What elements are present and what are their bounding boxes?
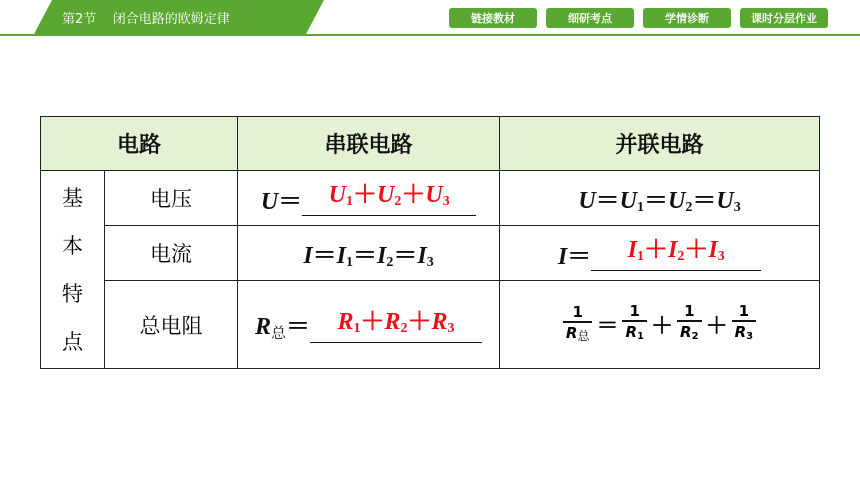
formula-symbol: I	[668, 236, 678, 263]
formula-symbol: 3	[442, 193, 450, 209]
row-label-voltage: 电压	[105, 171, 238, 226]
formula-symbol: I	[303, 243, 313, 269]
side-char: 点	[62, 329, 83, 354]
fraction	[622, 302, 647, 347]
formula-symbol: ＝	[286, 314, 311, 340]
formula-symbol: ＝	[353, 243, 377, 269]
formula-symbol: I	[557, 243, 568, 270]
side-char: 特	[62, 281, 83, 306]
header-circuit: 电路	[41, 117, 238, 171]
fraction-numerator: 1	[684, 302, 695, 321]
row-label-resistance: 总电阻	[105, 281, 238, 369]
answer-blank	[302, 182, 476, 216]
table-row-voltage	[41, 171, 820, 226]
formula-symbol: I	[417, 243, 427, 269]
header-bar	[0, 0, 860, 36]
formula-symbol: U	[425, 181, 443, 208]
formula-symbol: 2	[394, 193, 402, 209]
formula-symbol: 总	[577, 328, 590, 343]
fraction-denominator	[677, 322, 702, 347]
formula-symbol: 2	[677, 248, 685, 264]
parallel-resistance-cell	[500, 281, 820, 369]
plus-sign: ＋	[705, 313, 728, 338]
series-resistance-formula	[254, 309, 482, 342]
answer-blank	[310, 309, 482, 343]
formula-symbol: ＝	[278, 188, 303, 215]
formula-symbol: R	[680, 322, 692, 341]
formula-symbol: 1	[637, 248, 644, 264]
parallel-voltage-cell	[500, 171, 820, 226]
parallel-voltage-formula	[578, 188, 740, 214]
formula-symbol: ＋	[644, 236, 668, 263]
formula-symbol: 2	[691, 330, 699, 342]
formula-symbol: U	[668, 188, 686, 214]
formula-symbol: ＝	[692, 188, 717, 214]
formula-symbol: ＋	[353, 181, 377, 208]
formula-symbol: U	[377, 181, 395, 208]
formula-symbol: ＋	[401, 181, 426, 208]
header-parallel: 并联电路	[500, 117, 820, 171]
formula-symbol: U	[619, 188, 637, 214]
formula-symbol: 3	[426, 255, 434, 270]
formula-symbol: 总	[271, 324, 287, 342]
formula-symbol: R	[337, 309, 354, 335]
series-resistance-cell	[238, 281, 500, 369]
formula-symbol: R	[384, 309, 401, 335]
series-voltage-formula	[260, 181, 476, 215]
nav-button-key-points[interactable]: 细研考点	[546, 8, 634, 28]
side-char: 基	[62, 185, 83, 210]
formula-symbol: I	[336, 243, 346, 269]
formula-symbol: R	[431, 309, 448, 335]
fraction-numerator: 1	[738, 302, 750, 321]
formula-symbol: 3	[733, 200, 741, 215]
formula-symbol: I	[627, 236, 637, 263]
formula-symbol: 1	[353, 321, 361, 336]
formula-symbol: ＝	[595, 188, 620, 214]
table-row-current	[41, 226, 820, 281]
formula-symbol: U	[578, 188, 596, 214]
circuit-comparison-table	[40, 116, 820, 369]
formula-symbol: U	[260, 188, 279, 215]
header-series: 串联电路	[238, 117, 500, 171]
series-current-formula	[303, 243, 433, 269]
fraction-numerator: 1	[572, 303, 583, 322]
fraction	[563, 303, 593, 346]
formula-symbol: I	[708, 236, 718, 263]
basic-features-label	[41, 171, 105, 369]
formula-symbol: ＝	[312, 243, 337, 269]
formula-symbol: R	[254, 314, 271, 340]
fraction-denominator	[732, 322, 757, 347]
formula-symbol: 1	[637, 330, 645, 342]
fraction-denominator	[563, 323, 593, 346]
formula-symbol: ＝	[567, 243, 592, 270]
answer-blank	[591, 237, 761, 271]
header-divider	[0, 34, 860, 36]
formula-symbol: ＋	[684, 236, 709, 263]
formula-symbol: 2	[400, 321, 408, 336]
side-char: 本	[62, 233, 83, 258]
formula-symbol: 1	[346, 255, 353, 270]
equals-sign: ＝	[596, 313, 619, 338]
formula-symbol: 1	[346, 193, 353, 209]
fraction-denominator	[622, 322, 647, 347]
formula-symbol: ＋	[407, 309, 432, 335]
table-row-resistance	[41, 281, 820, 369]
formula-symbol: ＝	[393, 243, 418, 269]
section-title: 第2节 闭合电路的欧姆定律	[62, 12, 230, 27]
formula-symbol: 3	[717, 248, 725, 264]
formula-symbol: ＋	[360, 309, 385, 335]
formula-symbol: R	[565, 323, 578, 342]
series-current-cell	[238, 226, 500, 281]
series-voltage-cell	[238, 171, 500, 226]
formula-symbol: 3	[447, 321, 455, 336]
parallel-current-formula	[557, 236, 761, 270]
formula-symbol: 2	[685, 200, 693, 215]
plus-sign: ＋	[651, 313, 674, 338]
nav-button-homework[interactable]: 课时分层作业	[740, 8, 828, 28]
fraction	[677, 302, 702, 347]
row-label-current: 电流	[105, 226, 238, 281]
fraction	[732, 302, 757, 347]
table-header-row	[41, 117, 820, 171]
nav-button-textbook-link[interactable]: 链接教材	[449, 8, 537, 28]
formula-symbol: ＝	[644, 188, 668, 214]
formula-symbol: 3	[746, 330, 754, 342]
formula-symbol: I	[377, 243, 387, 269]
parallel-resistance-formula	[561, 302, 758, 347]
formula-symbol: U	[716, 188, 734, 214]
nav-button-diagnosis[interactable]: 学情诊断	[643, 8, 731, 28]
formula-symbol: R	[625, 322, 638, 341]
formula-symbol: 2	[386, 255, 394, 270]
formula-symbol: 1	[637, 200, 644, 215]
parallel-current-cell	[500, 226, 820, 281]
formula-symbol: R	[734, 322, 747, 341]
formula-symbol: U	[328, 181, 346, 208]
fraction-numerator: 1	[629, 302, 640, 321]
